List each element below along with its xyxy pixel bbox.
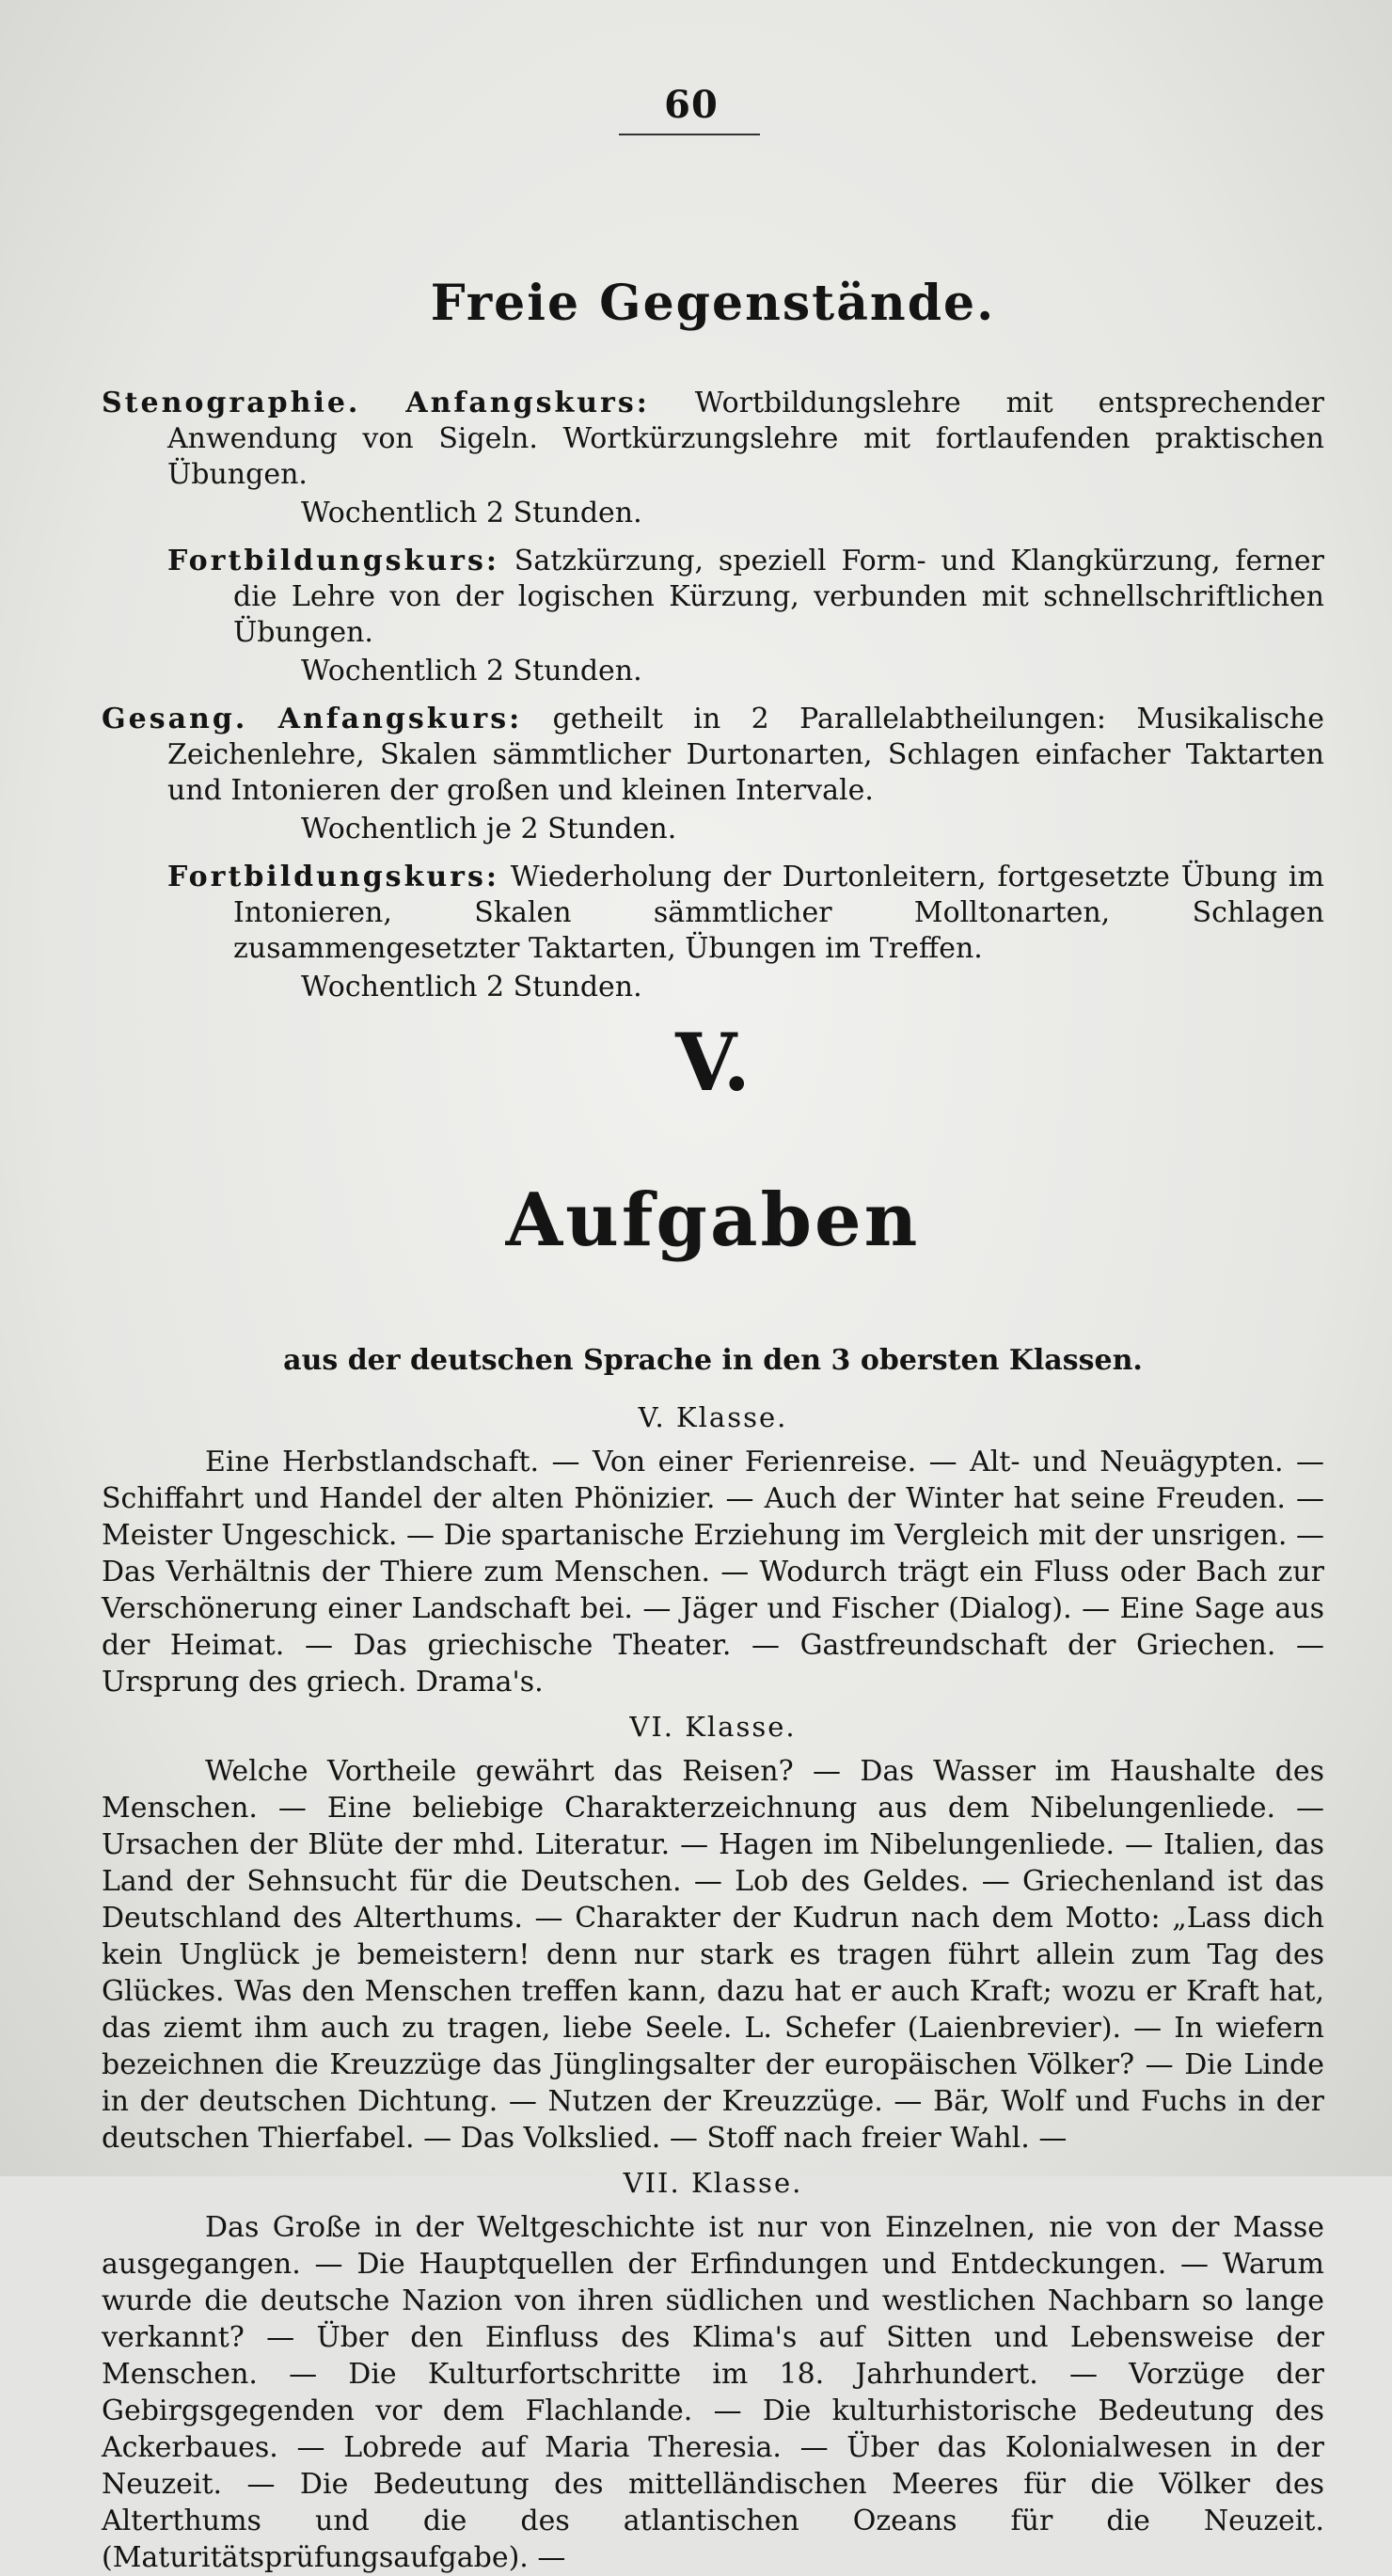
gesang-advanced-weekly: Wochentlich 2 Stunden. <box>301 970 642 1004</box>
gesang-label: Gesang. <box>102 702 248 735</box>
class-topics-v: Eine Herbstlandschaft. — Von einer Ferienreise. — Alt- und Neuägypten. — Schiffahrt und Handel der alten Phönizier. — Auch der Winter hat seine Freuden. — Meister Ungeschick. — Die spartanische Erziehung im Vergleich mit der unsrigen. — Das Verhältnis der Thiere zum Menschen. — Wodurch trägt ein Fluss oder Bach zur Verschönerung einer Landschaft bei. — Jäger und Fischer (Dialog). — Eine Sage aus der Heimat. — Das griechische Theater. — Gastfreundschaft der Griechen. — Ursprung des griech. Drama's. <box>102 1446 1324 1699</box>
class-heading-v: V. Klasse. <box>638 1401 788 1434</box>
gesang-advanced-text: Wiederholung der Durtonleitern, fortgesetzte Übung im Intonieren, Skalen sämmtlicher Molltonarten, Schlagen zusammengesetzter Taktarten, Übungen im Treffen. <box>233 860 1324 965</box>
section-title: Freie Gegenstände. <box>430 274 996 332</box>
gesang-beginner-label: Anfangskurs: <box>277 702 523 735</box>
page-content <box>102 233 1324 2576</box>
part-roman-numeral: V. <box>675 1015 751 1109</box>
steno-advanced-label: Fortbildungskurs: <box>167 544 499 577</box>
class-topics-vi: Welche Vortheile gewährt das Reisen? — Das Wasser im Haushalte des Menschen. — Eine beliebige Charakterzeichnung aus dem Nibelungenliede. — Ursachen der Blüte der mhd. Literatur. — Hagen im Nibelungenliede. — Italien, das Land der Sehnsucht für die Deutschen. — Lob des Geldes. — Griechenland ist das Deutschland des Alterthums. — Charakter der Kudrun nach dem Motto: „Lass dich kein Unglück je bemeistern! denn nur stark es tragen führt allein zum Tag des Glückes. Was den Menschen treffen kann, dazu hat er auch Kraft; wozu er Kraft hat, das ziemt ihm auch zu tragen, liebe Seele. L. Schefer (Laienbrevier). — In wiefern bezeichnen die Kreuzzüge das Jünglingsalter der europäischen Völker? — Die Linde in der deutschen Dichtung. — Nutzen der Kreuzzüge. — Bär, Wolf und Fuchs in der deutschen Thierfabel. — Das Volkslied. — Stoff nach freier Wahl. — <box>102 1755 1324 2156</box>
steno-advanced-weekly: Wochentlich 2 Stunden. <box>301 654 642 687</box>
steno-label: Stenographie. <box>102 386 361 419</box>
gesang-advanced-entry <box>167 860 1324 967</box>
class-heading-vii: VII. Klasse. <box>623 2167 803 2200</box>
class-heading-vi: VI. Klasse. <box>629 1711 797 1744</box>
page-number-rule <box>619 134 760 135</box>
page-number: 60 <box>664 83 719 127</box>
gesang-beginner-weekly: Wochentlich je 2 Stunden. <box>301 812 677 845</box>
steno-advanced-text: Satzkürzung, speziell Form- und Klangkürzung, ferner die Lehre von der logischen Kürzung, verbunden mit schnellschriftlichen Übungen. <box>233 544 1324 649</box>
class-topics-vii: Das Große in der Weltgeschichte ist nur von Einzelnen, nie von der Masse ausgegangen. — Die Hauptquellen der Erfindungen und Entdeckungen. — Warum wurde die deutsche Nazion von ihren südlichen und westlichen Nachbarn so lange verkannt? — Über den Einfluss des Klima's auf Sitten und Lebensweise der Menschen. — Die Kulturfortschritte im 18. Jahrhundert. — Vorzüge der Gebirgsgegenden vor dem Flachlande. — Die kulturhistorische Bedeutung des Ackerbaues. — Lobrede auf Maria Theresia. — Über das Kolonialwesen in der Neuzeit. — Die Bedeutung des mittelländischen Meeres für die Völker des Alterthums und die des atlantischen Ozeans für die Neuzeit. (Maturitätsprüfungsaufgabe). — <box>102 2211 1324 2575</box>
steno-advanced-entry <box>167 544 1324 651</box>
gesang-beginner-entry <box>102 702 1324 809</box>
steno-beginner-weekly: Wochentlich 2 Stunden. <box>301 496 642 529</box>
steno-beginner-entry <box>102 386 1324 493</box>
gesang-beginner-text: getheilt in 2 Parallelabtheilungen: Musikalische Zeichenlehre, Skalen sämmtlicher Durtonarten, Schlagen einfacher Taktarten und Intonieren der großen und kleinen Intervale. <box>167 702 1324 807</box>
steno-beginner-text: Wortbildungslehre mit entsprechender Anwendung von Sigeln. Wortkürzungslehre mit fortlaufenden praktischen Übungen. <box>167 386 1324 491</box>
part-title: Aufgaben <box>505 1177 921 1264</box>
steno-beginner-label: Anfangskurs: <box>405 386 650 419</box>
gesang-advanced-label: Fortbildungskurs: <box>167 860 499 893</box>
part-subtitle: aus der deutschen Sprache in den 3 obersten Klassen. <box>283 1344 1143 1378</box>
